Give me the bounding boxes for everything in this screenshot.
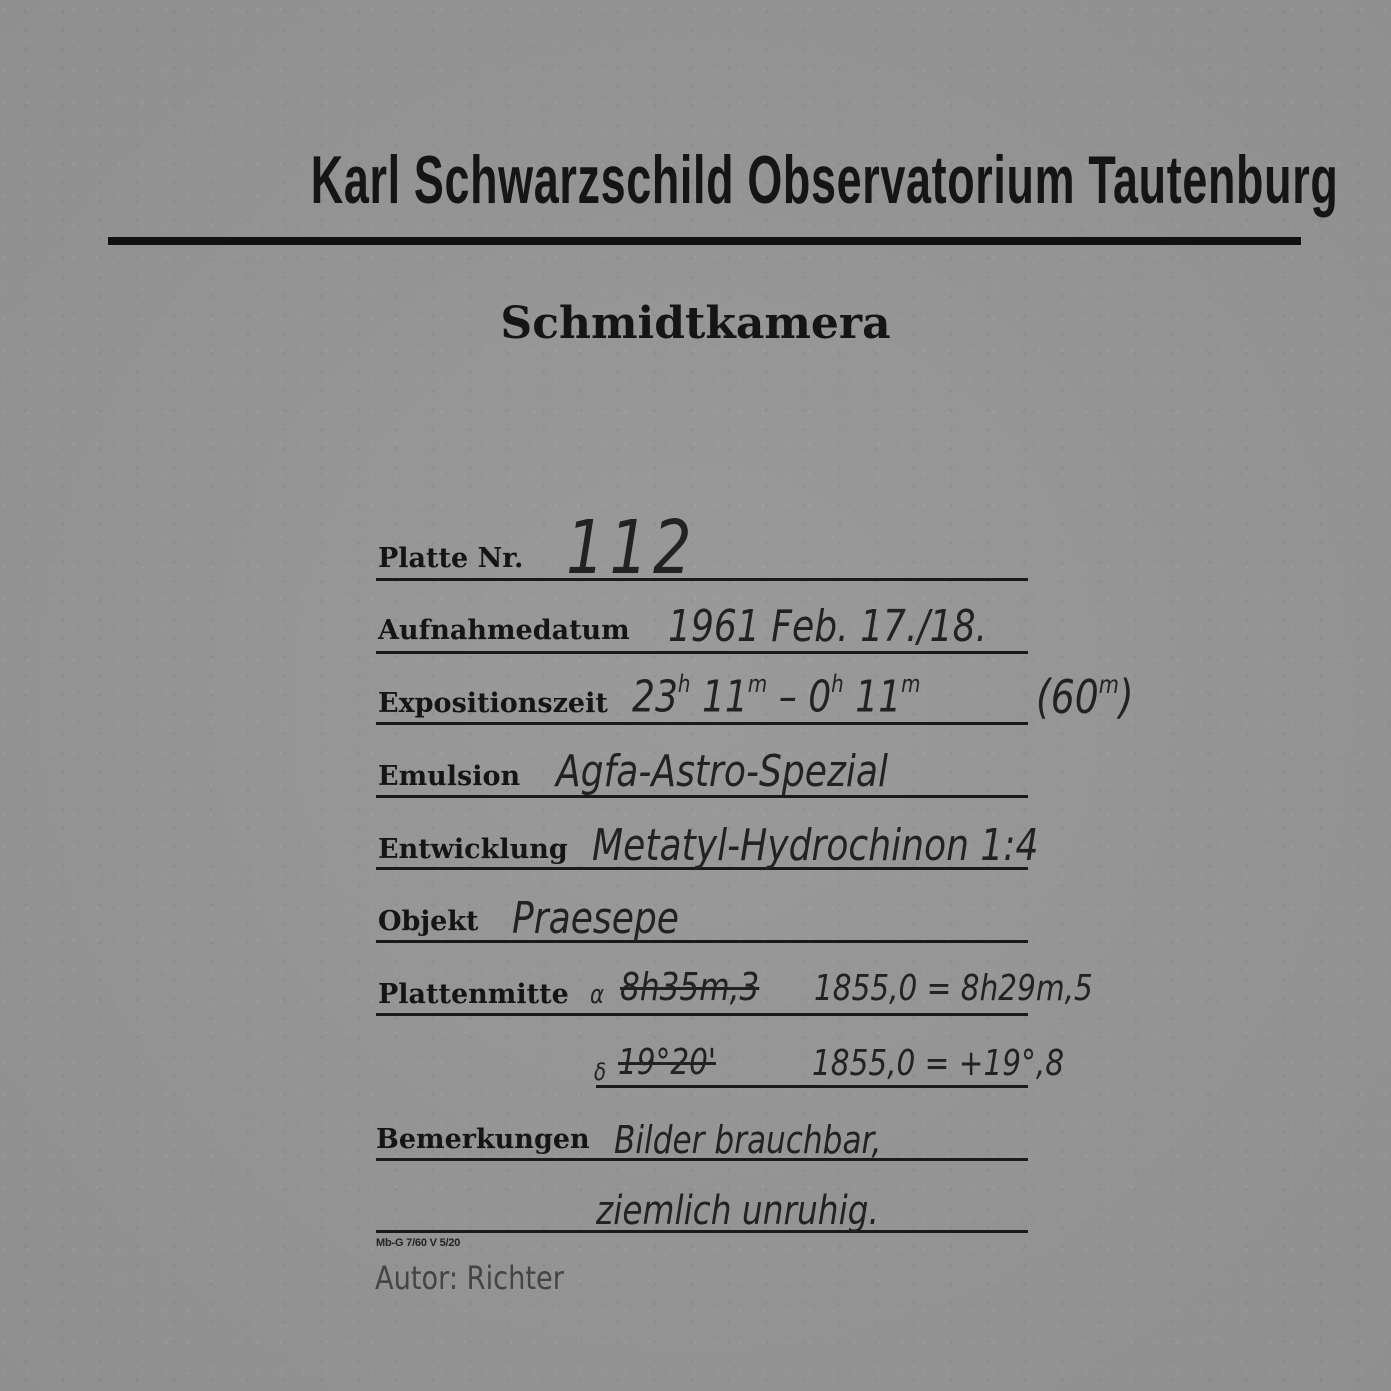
exposure-end-minutes-unit: m [901, 670, 921, 698]
exposure-duration-value: (60 [1036, 670, 1099, 725]
plate-center-line-ra [376, 1013, 1028, 1016]
exposure-time-label: Expositionszeit [378, 688, 608, 719]
plate-number-line [376, 578, 1028, 581]
exposure-date-value: 1961 Feb. 17./18. [668, 601, 988, 652]
dec-epoch-value: 1855,0 = +19°,8 [812, 1043, 1065, 1084]
exposure-duration-unit: m [1098, 670, 1119, 699]
plate-number-label: Platte Nr. [378, 543, 524, 574]
form-print-code: Mb-G 7/60 V 5/20 [376, 1237, 461, 1249]
exposure-end-hours-unit: h [831, 670, 844, 698]
object-value: Praesepe [512, 893, 679, 944]
remarks-line-1-value: Bilder brauchbar, [614, 1118, 882, 1162]
ra-epoch-value: 1855,0 = 8h29m,5 [814, 968, 1093, 1009]
exposure-start-minutes: 11 [701, 671, 748, 723]
object-label: Objekt [378, 906, 479, 937]
plate-number-value: 112 [566, 505, 697, 591]
development-value: Metatyl-Hydrochinon 1:4 [592, 820, 1039, 871]
exposure-duration-close: ) [1118, 670, 1134, 725]
exposure-start-hours-unit: h [677, 670, 691, 698]
exposure-end-minutes: 11 [855, 671, 902, 723]
plate-center-label: Plattenmitte [378, 979, 569, 1010]
dec-struck-value: 19°20' [618, 1042, 717, 1083]
exposure-date-label: Aufnahmedatum [378, 615, 630, 646]
dec-symbol: δ [594, 1058, 607, 1086]
ra-symbol: α [590, 980, 605, 1010]
exposure-end-hours: 0 [808, 671, 832, 723]
author-note: Autor: Richter [375, 1259, 564, 1297]
development-label: Entwicklung [378, 834, 568, 865]
header-rule [108, 237, 1301, 245]
emulsion-label: Emulsion [378, 761, 521, 792]
remarks-label: Bemerkungen [376, 1124, 590, 1155]
exposure-time-value [632, 670, 920, 722]
emulsion-value: Agfa-Astro-Spezial [556, 746, 889, 797]
exposure-start-hours: 23 [632, 671, 678, 723]
ra-struck-value: 8h35m,3 [620, 965, 760, 1009]
exposure-dash: – [778, 671, 797, 723]
exposure-duration [1036, 670, 1134, 724]
object-line [376, 940, 1028, 943]
observatory-title: Karl Schwarzschild Observatorium Tautenburg [310, 142, 1339, 218]
exposure-start-minutes-unit: m [747, 670, 768, 698]
plate-center-line-dec [596, 1085, 1028, 1088]
remarks-line-2-value: ziemlich unruhig. [596, 1188, 879, 1234]
exposure-time-line [376, 722, 1028, 725]
instrument-subtitle: Schmidtkamera [500, 298, 891, 349]
